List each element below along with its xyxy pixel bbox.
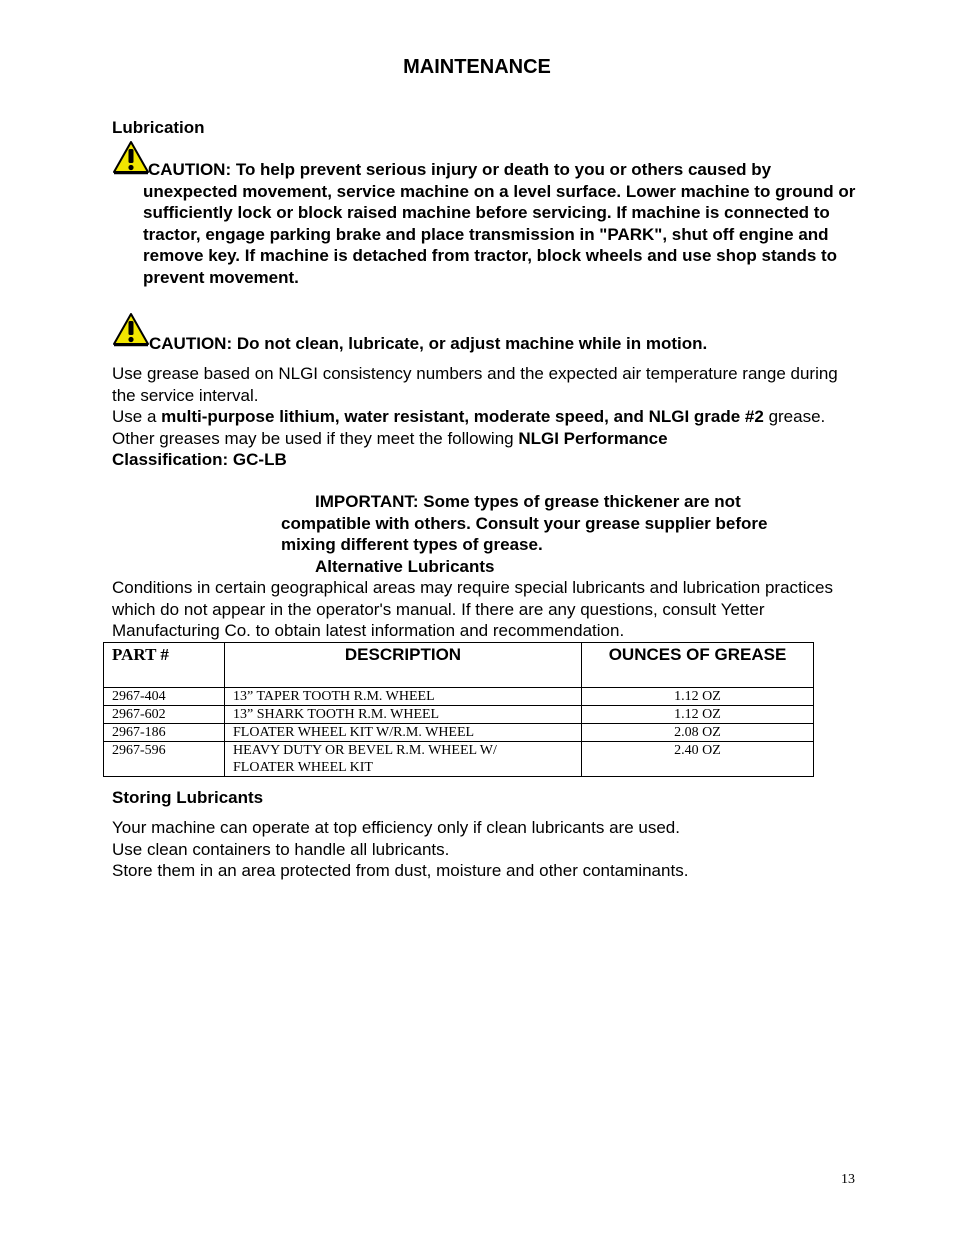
caution-triangle-icon [112, 312, 150, 348]
grade-paragraph [112, 406, 862, 428]
ounces-cell: 2.40 OZ [582, 742, 814, 777]
important-line-2: compatible with others. Consult your grease supplier before [281, 514, 768, 533]
description-line-1: HEAVY DUTY OR BEVEL R.M. WHEEL W/ [233, 743, 497, 758]
storing-heading: Storing Lubricants [112, 788, 264, 807]
grease-paragraph [112, 363, 862, 471]
alternative-lubricants-paragraph: Conditions in certain geographical areas may require special lubricants and lubrication practices which do not appear in the operator's manual. If there are any questions, consult Yetter Manufacturing Co. to obtain latest information and recommendation. [112, 578, 833, 640]
page-title: MAINTENANCE [403, 56, 551, 78]
classification-paragraph [112, 428, 752, 471]
page-number: 13 [841, 1172, 855, 1187]
ounces-cell: 1.12 OZ [582, 706, 814, 724]
grade-suffix: grease. [768, 407, 826, 426]
storing-line-1: Your machine can operate at top efficiency only if clean lubricants are used. [112, 818, 680, 837]
table-row [104, 688, 814, 706]
part-number-cell: 2967-596 [104, 742, 225, 777]
description-line-2: FLOATER WHEEL KIT [233, 760, 373, 775]
lubrication-heading: Lubrication [112, 118, 205, 137]
storing-line-2: Use clean containers to handle all lubricants. [112, 839, 450, 859]
table-row [104, 706, 814, 724]
part-number-cell: 2967-602 [104, 706, 225, 724]
table-row [104, 724, 814, 742]
classification-spec: NLGI Performance Classification: GC-LB [112, 428, 668, 469]
important-line-1: IMPORTANT: Some types of grease thickener are not [315, 492, 741, 511]
description-cell [225, 742, 582, 777]
alternative-lubricants-heading: Alternative Lubricants [315, 557, 495, 576]
nlgi-paragraph: Use grease based on NLGI consistency numbers and the expected air temperature range during the service interval. [112, 364, 838, 405]
table-row [104, 742, 814, 777]
classification-prefix: Other greases may be used if they meet the following [112, 428, 519, 448]
grade-spec: multi-purpose lithium, water resistant, moderate speed, and NLGI grade #2 [161, 407, 764, 426]
grade-prefix: Use a [112, 407, 162, 426]
column-header-description: DESCRIPTION [225, 643, 582, 688]
column-header-part: PART # [104, 643, 225, 688]
description-cell: FLOATER WHEEL KIT W/R.M. WHEEL [225, 724, 582, 742]
ounces-cell: 1.12 OZ [582, 688, 814, 706]
important-line-3: mixing different types of grease. [281, 535, 543, 554]
storing-paragraph [112, 817, 872, 882]
description-cell: 13” SHARK TOOTH R.M. WHEEL [225, 706, 582, 724]
part-number-cell: 2967-404 [104, 688, 225, 706]
caution-text-2: CAUTION: Do not clean, lubricate, or adjust machine while in motion. [149, 334, 708, 353]
description-cell: 13” TAPER TOOTH R.M. WHEEL [225, 688, 582, 706]
column-header-ounces: OUNCES OF GREASE [582, 643, 814, 688]
grease-table [103, 642, 814, 777]
caution-text-1: CAUTION: To help prevent serious injury or death to you or others caused by unexpected movement, service machine on a level surface. Lower machine to ground or sufficiently lock or block raised machine before servicing. If machine is connected to tractor, engage parking brake and place transmission in "PARK", shut off engine and remove key. If machine is detached from tractor, block wheels and use shop stands to prevent movement. [143, 160, 856, 287]
ounces-cell: 2.08 OZ [582, 724, 814, 742]
storing-line-3: Store them in an area protected from dust, moisture and other contaminants. [112, 861, 689, 880]
part-number-cell: 2967-186 [104, 724, 225, 742]
table-header-row [104, 643, 814, 688]
